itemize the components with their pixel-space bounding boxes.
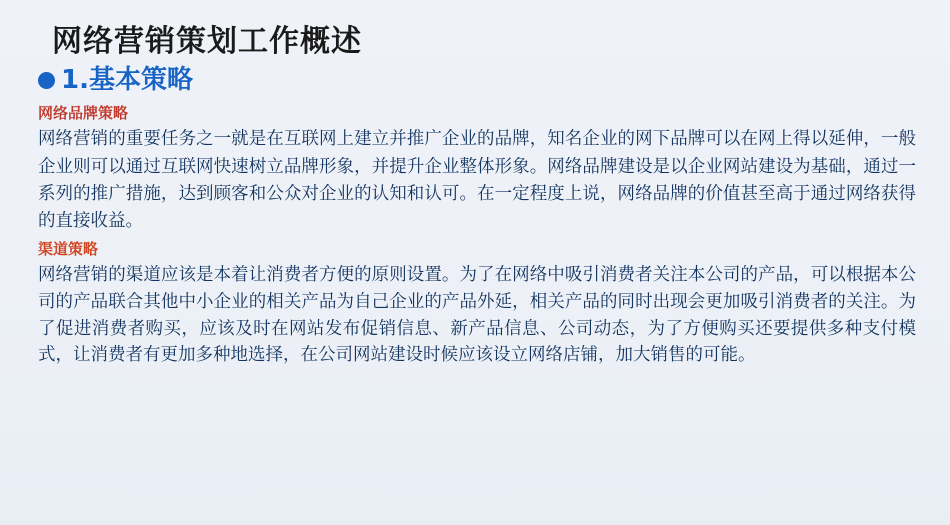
bullet-dot-icon	[38, 72, 55, 89]
paragraph-brand-strategy: 网络营销的重要任务之一就是在互联网上建立并推广企业的品牌，知名企业的网下品牌可以在网上得以延伸，一般企业则可以通过互联网快速树立品牌形象，并提升企业整体形象。网络品牌建设是以企业网站建设为基础，通过一系列的推广措施，达到顾客和公众对企业的认知和认可。在一定程度上说，网络品牌的价值甚至高于通过网络获得的直接收益。	[38, 128, 916, 230]
section-heading-label: 1.基本策略	[61, 65, 193, 95]
paragraph-channel-strategy: 网络营销的渠道应该是本着让消费者方便的原则设置。为了在网络中吸引消费者关注本公司的产品，可以根据本公司的产品联合其他中小企业的相关产品为自己企业的产品外延，相关产品的同时出现会更加吸引消费者的关注。为了促进消费者购买，应该及时在网站发布促销信息、新产品信息、公司动态，为了方便购买还要提供多种支付模式，让消费者有更加多种地选择，在公司网站建设时候应该设立网络店铺，加大销售的可能。	[38, 264, 916, 365]
page-title: 网络营销策划工作概述	[52, 24, 362, 59]
section-heading	[38, 66, 916, 96]
subsection-heading-brand-strategy: 网络品牌策略	[38, 104, 129, 122]
subsection-heading-channel-strategy: 渠道策略	[38, 240, 99, 258]
